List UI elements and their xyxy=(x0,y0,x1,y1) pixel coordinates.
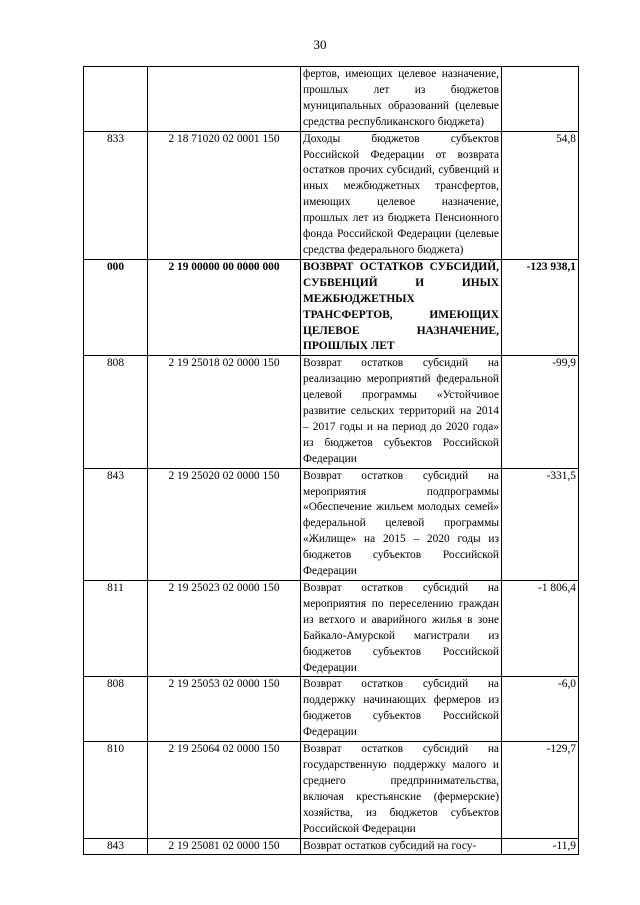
admin-code-cell: 843 xyxy=(84,468,148,580)
amount-cell: -331,5 xyxy=(502,468,579,580)
admin-code-cell: 843 xyxy=(84,838,148,855)
amount-cell: 54,8 xyxy=(502,131,579,259)
table-row xyxy=(84,356,579,468)
classification-code-cell: 2 19 25081 02 0000 150 xyxy=(148,838,301,855)
item-name-cell: фертов, имеющих целевое назначение, прошлых лет из бюджетов муниципальных образований (целевые средства республиканского бюджета) xyxy=(301,67,502,132)
table-row xyxy=(84,581,579,677)
classification-code-cell: 2 19 00000 00 0000 000 xyxy=(148,259,301,355)
table-row xyxy=(84,838,579,855)
amount-cell: -129,7 xyxy=(502,742,579,838)
admin-code-cell: 000 xyxy=(84,259,148,355)
table-row xyxy=(84,131,579,259)
admin-code-cell: 833 xyxy=(84,131,148,259)
admin-code-cell: 808 xyxy=(84,677,148,742)
item-name-cell: Возврат остатков субсидий на мероприятия подпрограммы «Обеспечение жильем молодых семей» федеральной целевой программы «Жилище» на 2015 – 2020 годы из бюджетов субъектов Российской Федерации xyxy=(301,468,502,580)
item-name-cell: Возврат остатков субсидий на государственную поддержку малого и среднего предпринимательства, включая крестьянские (фермерские) хозяйства, из бюджетов субъектов Российской Федерации xyxy=(301,742,502,838)
item-name-cell: Возврат остатков субсидий на реализацию мероприятий федеральной целевой программы «Устойчивое развитие сельских территорий на 2014 – 2017 годы и на период до 2020 года» из бюджетов субъектов Российской Федерации xyxy=(301,356,502,468)
item-name-cell: Возврат остатков субсидий на мероприятия по переселению граждан из ветхого и аварийного жилья в зоне Байкало-Амурской магистрали из бюджетов субъектов Российской Федерации xyxy=(301,581,502,677)
admin-code-cell xyxy=(84,67,148,132)
classification-code-cell: 2 19 25020 02 0000 150 xyxy=(148,468,301,580)
table-row-section-total xyxy=(84,259,579,355)
item-name-cell: Возврат остатков субсидий на госу- xyxy=(301,838,502,855)
table-row xyxy=(84,468,579,580)
item-name-cell: Возврат остатков субсидий на поддержку начинающих фермеров из бюджетов субъектов Российской Федерации xyxy=(301,677,502,742)
item-name-cell: Доходы бюджетов субъектов Российской Федерации от возврата остатков прочих субсидий, субвенций и иных межбюджетных трансфертов, имеющих целевое назначение, прошлых лет из бюджета Пенсионного фонда Российской Федерации (целевые средства федерального бюджета) xyxy=(301,131,502,259)
classification-code-cell: 2 19 25018 02 0000 150 xyxy=(148,356,301,468)
admin-code-cell: 808 xyxy=(84,356,148,468)
classification-code-cell: 2 19 25023 02 0000 150 xyxy=(148,581,301,677)
table-row xyxy=(84,742,579,838)
amount-cell: -11,9 xyxy=(502,838,579,855)
item-name-cell: ВОЗВРАТ ОСТАТКОВ СУБСИДИЙ, СУБВЕНЦИЙ И ИНЫХ МЕЖБЮДЖЕТНЫХ ТРАНСФЕРТОВ, ИМЕЮЩИХ ЦЕЛЕВОЕ НАЗНАЧЕНИЕ, ПРОШЛЫХ ЛЕТ xyxy=(301,259,502,355)
table-row xyxy=(84,677,579,742)
classification-code-cell: 2 19 25064 02 0000 150 xyxy=(148,742,301,838)
amount-cell: -123 938,1 xyxy=(502,259,579,355)
admin-code-cell: 810 xyxy=(84,742,148,838)
table-row xyxy=(84,67,579,132)
amount-cell: -99,9 xyxy=(502,356,579,468)
classification-code-cell: 2 19 25053 02 0000 150 xyxy=(148,677,301,742)
classification-code-cell: 2 18 71020 02 0001 150 xyxy=(148,131,301,259)
admin-code-cell: 811 xyxy=(84,581,148,677)
amount-cell: -6,0 xyxy=(502,677,579,742)
budget-table-body xyxy=(84,67,579,855)
classification-code-cell xyxy=(148,67,301,132)
amount-cell: -1 806,4 xyxy=(502,581,579,677)
budget-table xyxy=(83,66,579,855)
amount-cell xyxy=(502,67,579,132)
page-number: 30 xyxy=(313,37,327,52)
